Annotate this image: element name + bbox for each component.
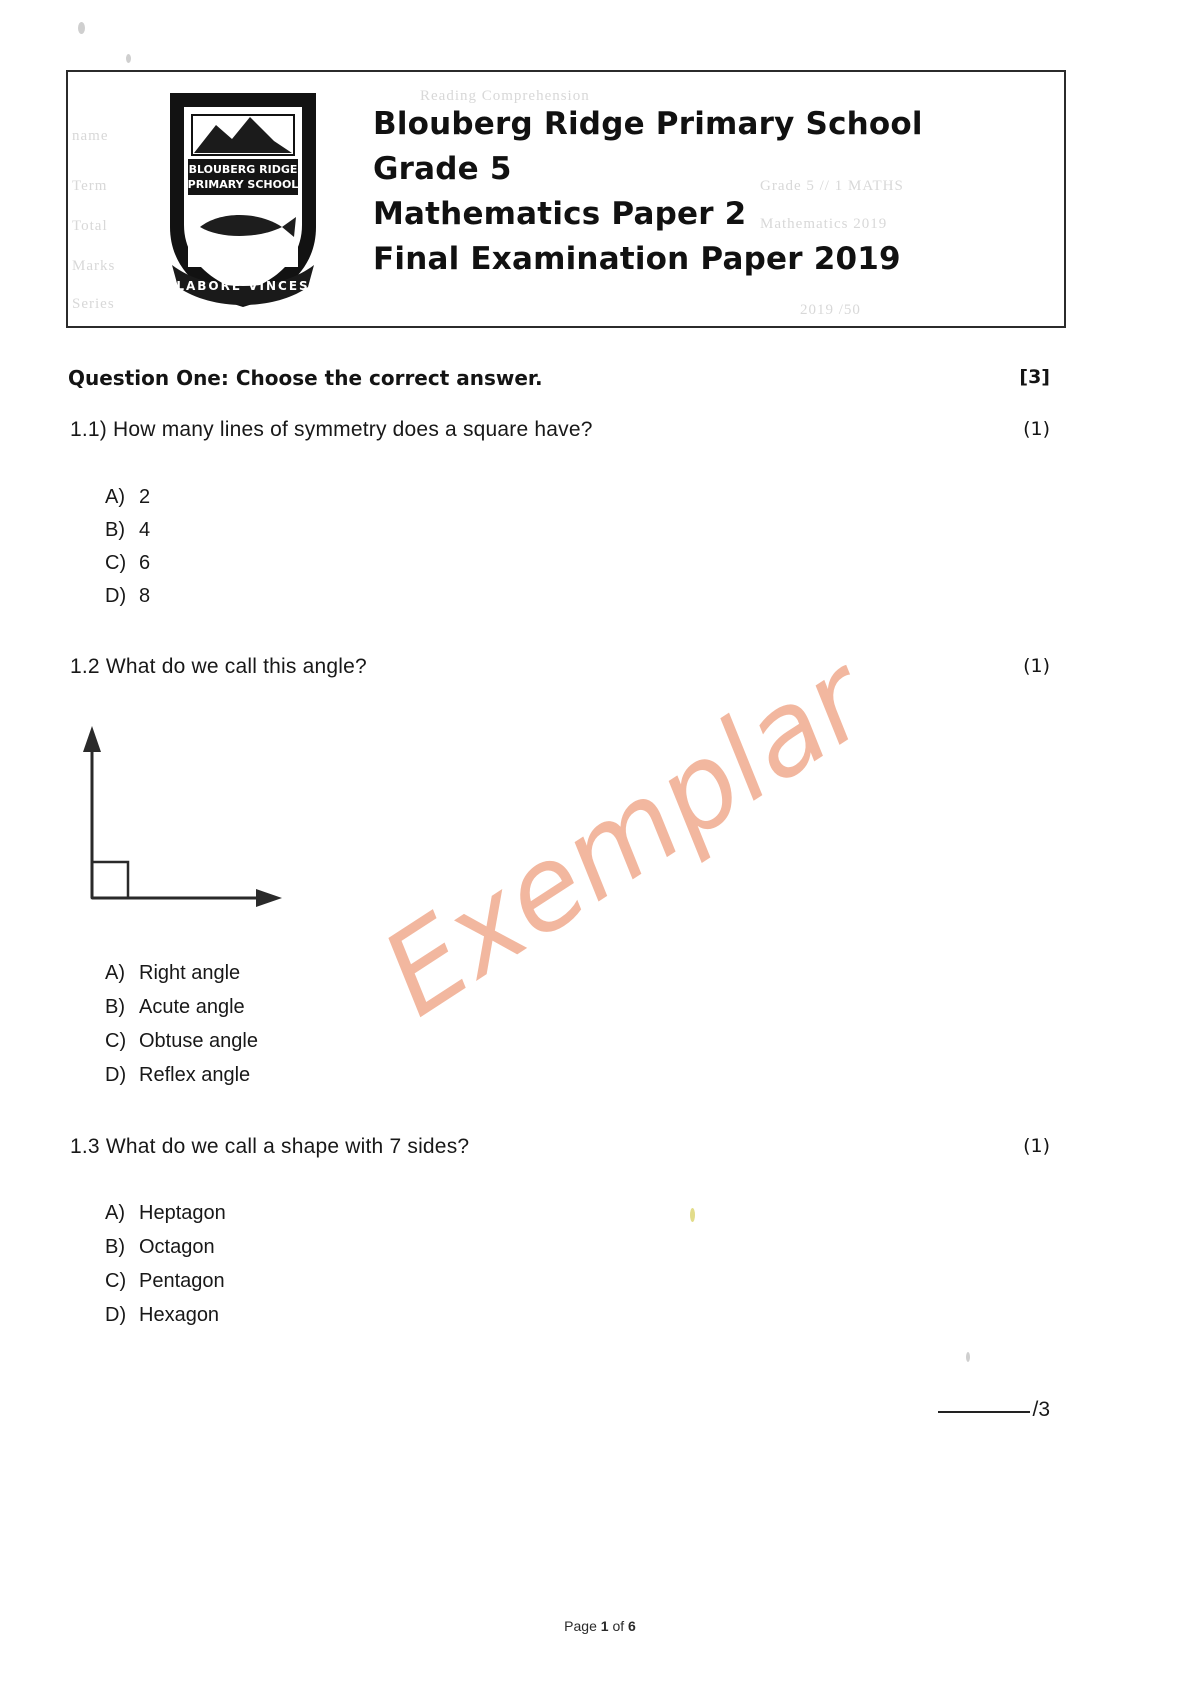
option-label: B) <box>105 1236 125 1258</box>
score-total <box>938 1398 1050 1422</box>
ghost-text: Grade 5 // 1 MATHS <box>760 178 904 194</box>
ghost-text: name <box>72 128 109 144</box>
right-angle-icon <box>70 718 310 933</box>
option-text: Reflex angle <box>139 1064 251 1086</box>
option-1-3-c[interactable] <box>105 1270 225 1293</box>
footer-middle: of <box>608 1618 629 1634</box>
option-label: B) <box>105 519 125 541</box>
scan-speck <box>966 1352 970 1362</box>
option-text: Hexagon <box>139 1304 220 1326</box>
option-1-3-a[interactable] <box>105 1202 226 1225</box>
option-text: 6 <box>139 552 151 574</box>
option-label: A) <box>105 1202 125 1224</box>
option-text: 2 <box>139 486 151 508</box>
school-crest <box>158 87 328 312</box>
option-text: Heptagon <box>139 1202 226 1224</box>
scan-speck <box>78 22 85 34</box>
option-label: C) <box>105 1030 127 1052</box>
option-text: 4 <box>139 519 151 541</box>
scan-speck <box>690 1208 695 1222</box>
svg-text:BLOUBERG RIDGE: BLOUBERG RIDGE <box>188 163 298 176</box>
footer-prefix: Page <box>564 1618 601 1634</box>
option-label: C) <box>105 552 127 574</box>
option-label: C) <box>105 1270 127 1292</box>
question-one-marks: [3] <box>1019 366 1050 388</box>
exam-header-box <box>66 70 1066 328</box>
footer-current-page: 1 <box>600 1618 609 1634</box>
option-1-1-a[interactable] <box>105 486 150 509</box>
ghost-text: Total <box>72 218 108 234</box>
exam-line: Final Examination Paper 2019 <box>373 241 901 277</box>
score-total-value: /3 <box>1032 1398 1050 1421</box>
page-footer <box>0 1618 1200 1634</box>
question-1-1-text <box>70 418 593 442</box>
option-text: 8 <box>139 585 151 607</box>
option-1-2-a[interactable] <box>105 962 240 985</box>
option-text: Right angle <box>139 962 241 984</box>
ghost-text: Mathematics 2019 <box>760 216 888 232</box>
option-label: D) <box>105 585 127 607</box>
option-1-1-b[interactable] <box>105 519 150 542</box>
question-one-heading: Question One: Choose the correct answer. <box>68 366 543 390</box>
question-1-1-marks: (1) <box>1023 418 1050 440</box>
question-1-2-text <box>70 655 367 679</box>
option-label: D) <box>105 1304 127 1326</box>
option-1-1-d[interactable] <box>105 585 150 608</box>
subject-line: Mathematics Paper 2 <box>373 196 747 232</box>
option-label: A) <box>105 962 125 984</box>
watermark-text: Exemplar <box>360 632 892 1043</box>
svg-text:PRIMARY SCHOOL: PRIMARY SCHOOL <box>187 178 299 191</box>
question-1-3-number: 1.3 <box>70 1135 100 1158</box>
question-1-2-body: What do we call this angle? <box>105 655 367 678</box>
ghost-text: 2019 /50 <box>800 302 861 318</box>
option-1-2-c[interactable] <box>105 1030 258 1053</box>
option-label: B) <box>105 996 125 1018</box>
option-text: Pentagon <box>139 1270 225 1292</box>
option-1-3-b[interactable] <box>105 1236 215 1259</box>
question-1-3-text <box>70 1135 469 1159</box>
ghost-text: Term <box>72 178 108 194</box>
ghost-text: Reading Comprehension <box>420 88 590 104</box>
option-1-3-d[interactable] <box>105 1304 219 1327</box>
option-text: Acute angle <box>139 996 245 1018</box>
footer-total-pages: 6 <box>628 1618 636 1634</box>
option-text: Octagon <box>139 1236 215 1258</box>
exemplar-watermark <box>340 600 892 1043</box>
option-label: D) <box>105 1064 127 1086</box>
svg-text:LABORE VINCES: LABORE VINCES <box>176 279 310 293</box>
question-1-1-number: 1.1) <box>70 418 107 441</box>
question-1-3-body: What do we call a shape with 7 sides? <box>105 1135 470 1158</box>
exam-title-block <box>373 102 1033 282</box>
option-1-2-d[interactable] <box>105 1064 250 1087</box>
option-text: Obtuse angle <box>139 1030 258 1052</box>
question-1-2-number: 1.2 <box>70 655 100 678</box>
score-blank-line[interactable] <box>938 1411 1030 1413</box>
question-1-3-marks: (1) <box>1023 1135 1050 1157</box>
grade-line: Grade 5 <box>373 151 512 187</box>
school-name: Blouberg Ridge Primary School <box>373 106 923 142</box>
option-1-1-c[interactable] <box>105 552 150 575</box>
ghost-text: Series <box>72 296 115 312</box>
question-1-1-body: How many lines of symmetry does a square have? <box>113 418 593 441</box>
option-1-2-b[interactable] <box>105 996 245 1019</box>
ghost-text: Marks <box>72 258 116 274</box>
scan-speck <box>126 54 131 63</box>
question-1-2-marks: (1) <box>1023 655 1050 677</box>
option-label: A) <box>105 486 125 508</box>
